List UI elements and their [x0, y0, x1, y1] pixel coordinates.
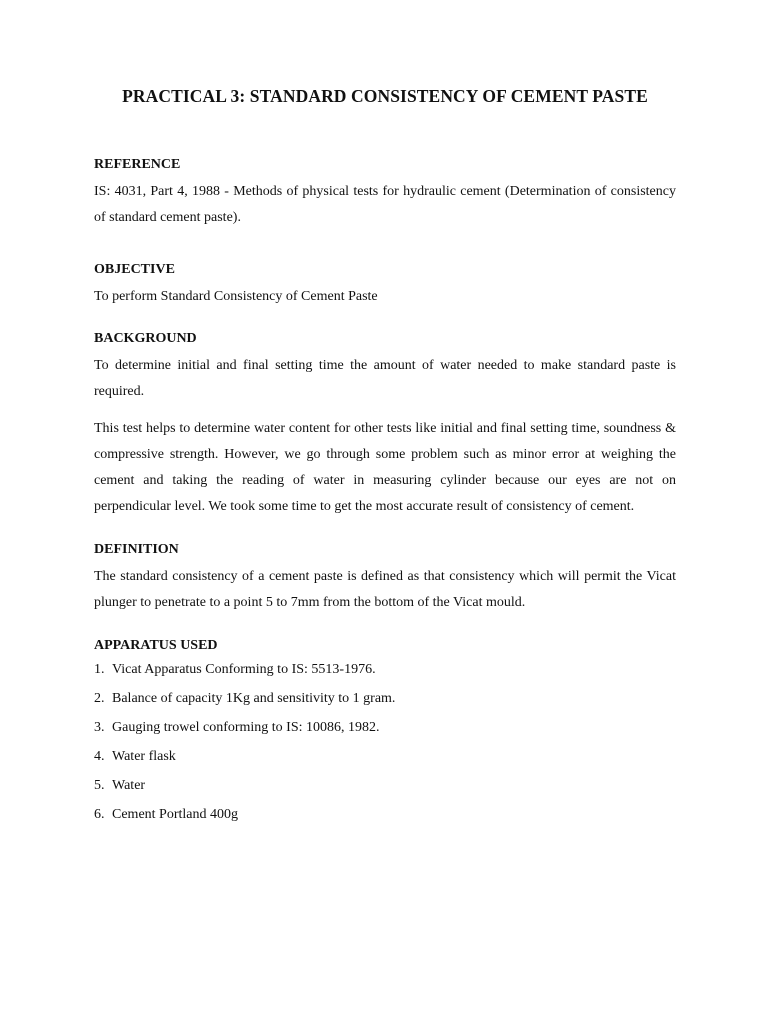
apparatus-section — [94, 636, 676, 825]
list-item-text: Balance of capacity 1Kg and sensitivity to 1 gram. — [112, 691, 396, 706]
background-paragraph-2: This test helps to determine water content for other tests like initial and final setting time, soundness & compressive strength. However, we go through some problem such as minor error at weighing the cement and taking the reading of water in measuring cylinder because our eyes are not on perpendicular level. We took some time to get the most accurate result of consistency of cement. — [94, 421, 676, 514]
objective-section — [94, 260, 676, 310]
list-item-number: 4. — [94, 749, 105, 764]
reference-heading: REFERENCE — [94, 157, 181, 172]
list-item-text: Vicat Apparatus Conforming to IS: 5513-1976. — [112, 662, 376, 677]
list-item — [94, 776, 676, 796]
list-item-number: 6. — [94, 807, 105, 822]
list-item-number: 3. — [94, 720, 105, 735]
definition-text: The standard consistency of a cement paste is defined as that consistency which will permit the Vicat plunger to penetrate to a point 5 to 7mm from the bottom of the Vicat mould. — [94, 569, 676, 610]
list-item-text: Cement Portland 400g — [112, 807, 238, 822]
apparatus-list — [94, 660, 676, 825]
background-paragraph-1: To determine initial and final setting time the amount of water needed to make standard paste is required. — [94, 358, 676, 399]
list-item — [94, 660, 676, 680]
list-item — [94, 689, 676, 709]
list-item — [94, 718, 676, 738]
document-page — [94, 86, 676, 834]
list-item-number: 5. — [94, 778, 105, 793]
list-item-number: 2. — [94, 691, 105, 706]
background-section — [94, 329, 676, 520]
definition-heading: DEFINITION — [94, 542, 179, 557]
reference-section — [94, 155, 676, 231]
objective-text: To perform Standard Consistency of Cement Paste — [94, 289, 378, 304]
objective-heading: OBJECTIVE — [94, 262, 175, 277]
list-item-text: Gauging trowel conforming to IS: 10086, 1982. — [112, 720, 380, 735]
list-item — [94, 805, 676, 825]
list-item-text: Water — [112, 778, 146, 793]
apparatus-heading: APPARATUS USED — [94, 638, 218, 653]
reference-text: IS: 4031, Part 4, 1988 - Methods of physical tests for hydraulic cement (Determination of consistency of standard cement paste). — [94, 184, 676, 225]
list-item-text: Water flask — [112, 749, 176, 764]
page-title: PRACTICAL 3: STANDARD CONSISTENCY OF CEMENT PASTE — [122, 86, 648, 106]
list-item-number: 1. — [94, 662, 105, 677]
background-heading: BACKGROUND — [94, 331, 197, 346]
list-item — [94, 747, 676, 767]
definition-section — [94, 540, 676, 616]
